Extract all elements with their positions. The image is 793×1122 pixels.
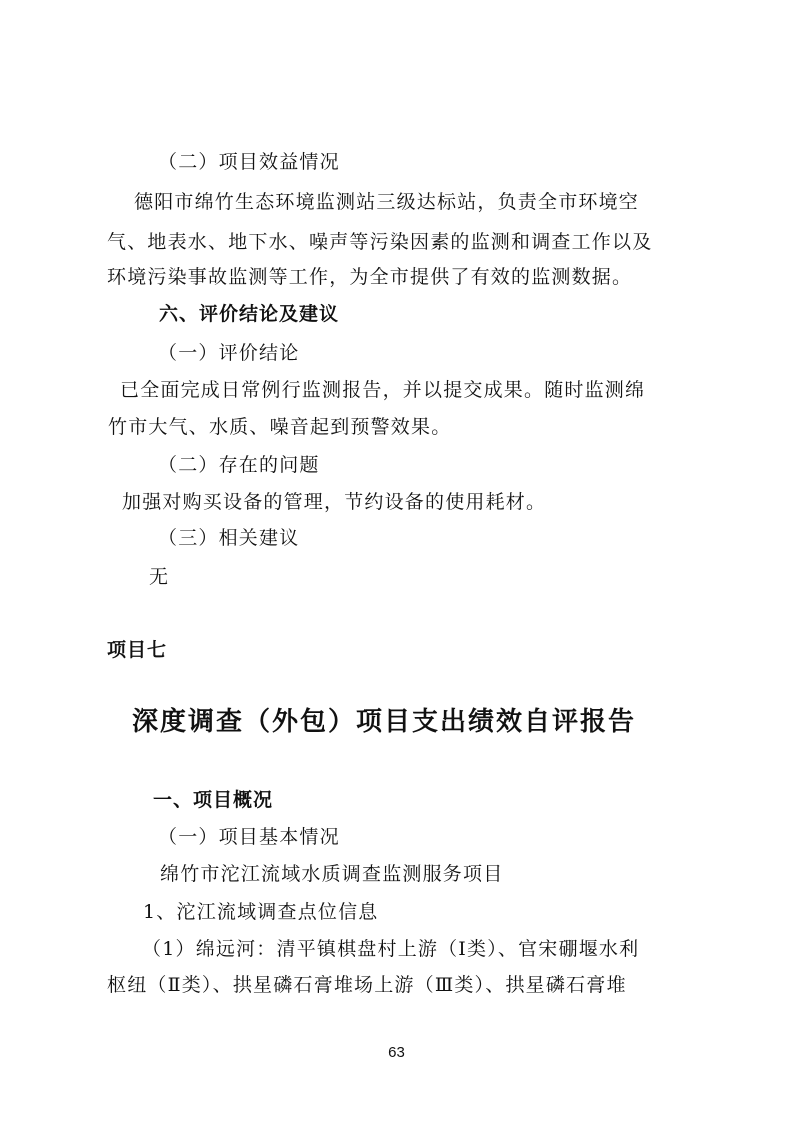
suggestions-subheading: （三）相关建议 [158, 527, 300, 549]
problems-subheading: （二）存在的问题 [158, 454, 320, 476]
benefit-paragraph-line-3: 环境污染事故监测等工作，为全市提供了有效的监测数据。 [107, 266, 633, 288]
points-heading: 1、沱江流域调查点位信息 [143, 901, 379, 923]
basic-info-subheading: （一）项目基本情况 [158, 826, 340, 848]
page-number: 63 [388, 1044, 405, 1061]
points-paragraph-line-1: （1）绵远河：清平镇棋盘村上游（Ⅰ类）、官宋硼堰水利 [142, 938, 640, 960]
points-paragraph-line-2: 枢纽（Ⅱ类）、拱星磷石膏堆场上游（Ⅲ类）、拱星磷石膏堆 [107, 974, 627, 996]
problems-paragraph: 加强对购买设备的管理，节约设备的使用耗材。 [122, 491, 547, 513]
project-label: 项目七 [107, 639, 168, 661]
project-name-line: 绵竹市沱江流域水质调查监测服务项目 [160, 863, 504, 885]
benefit-subheading: （二）项目效益情况 [158, 151, 340, 173]
conclusion-subheading: （一）评价结论 [158, 342, 300, 364]
benefit-paragraph-line-2: 气、地表水、地下水、噪声等污染因素的监测和调查工作以及 [107, 231, 653, 253]
conclusion-paragraph-line-2: 竹市大气、水质、噪音起到预警效果。 [108, 416, 452, 438]
conclusion-paragraph-line-1: 已全面完成日常例行监测报告，并以提交成果。随时监测绵 [120, 379, 646, 401]
benefit-paragraph-line-1: 德阳市绵竹生态环境监测站三级达标站，负责全市环境空 [134, 191, 640, 213]
section-six-heading: 六、评价结论及建议 [159, 303, 340, 325]
suggestions-paragraph: 无 [149, 566, 170, 588]
overview-heading: 一、项目概况 [153, 789, 274, 811]
report-title: 深度调查（外包）项目支出绩效自评报告 [132, 707, 637, 737]
